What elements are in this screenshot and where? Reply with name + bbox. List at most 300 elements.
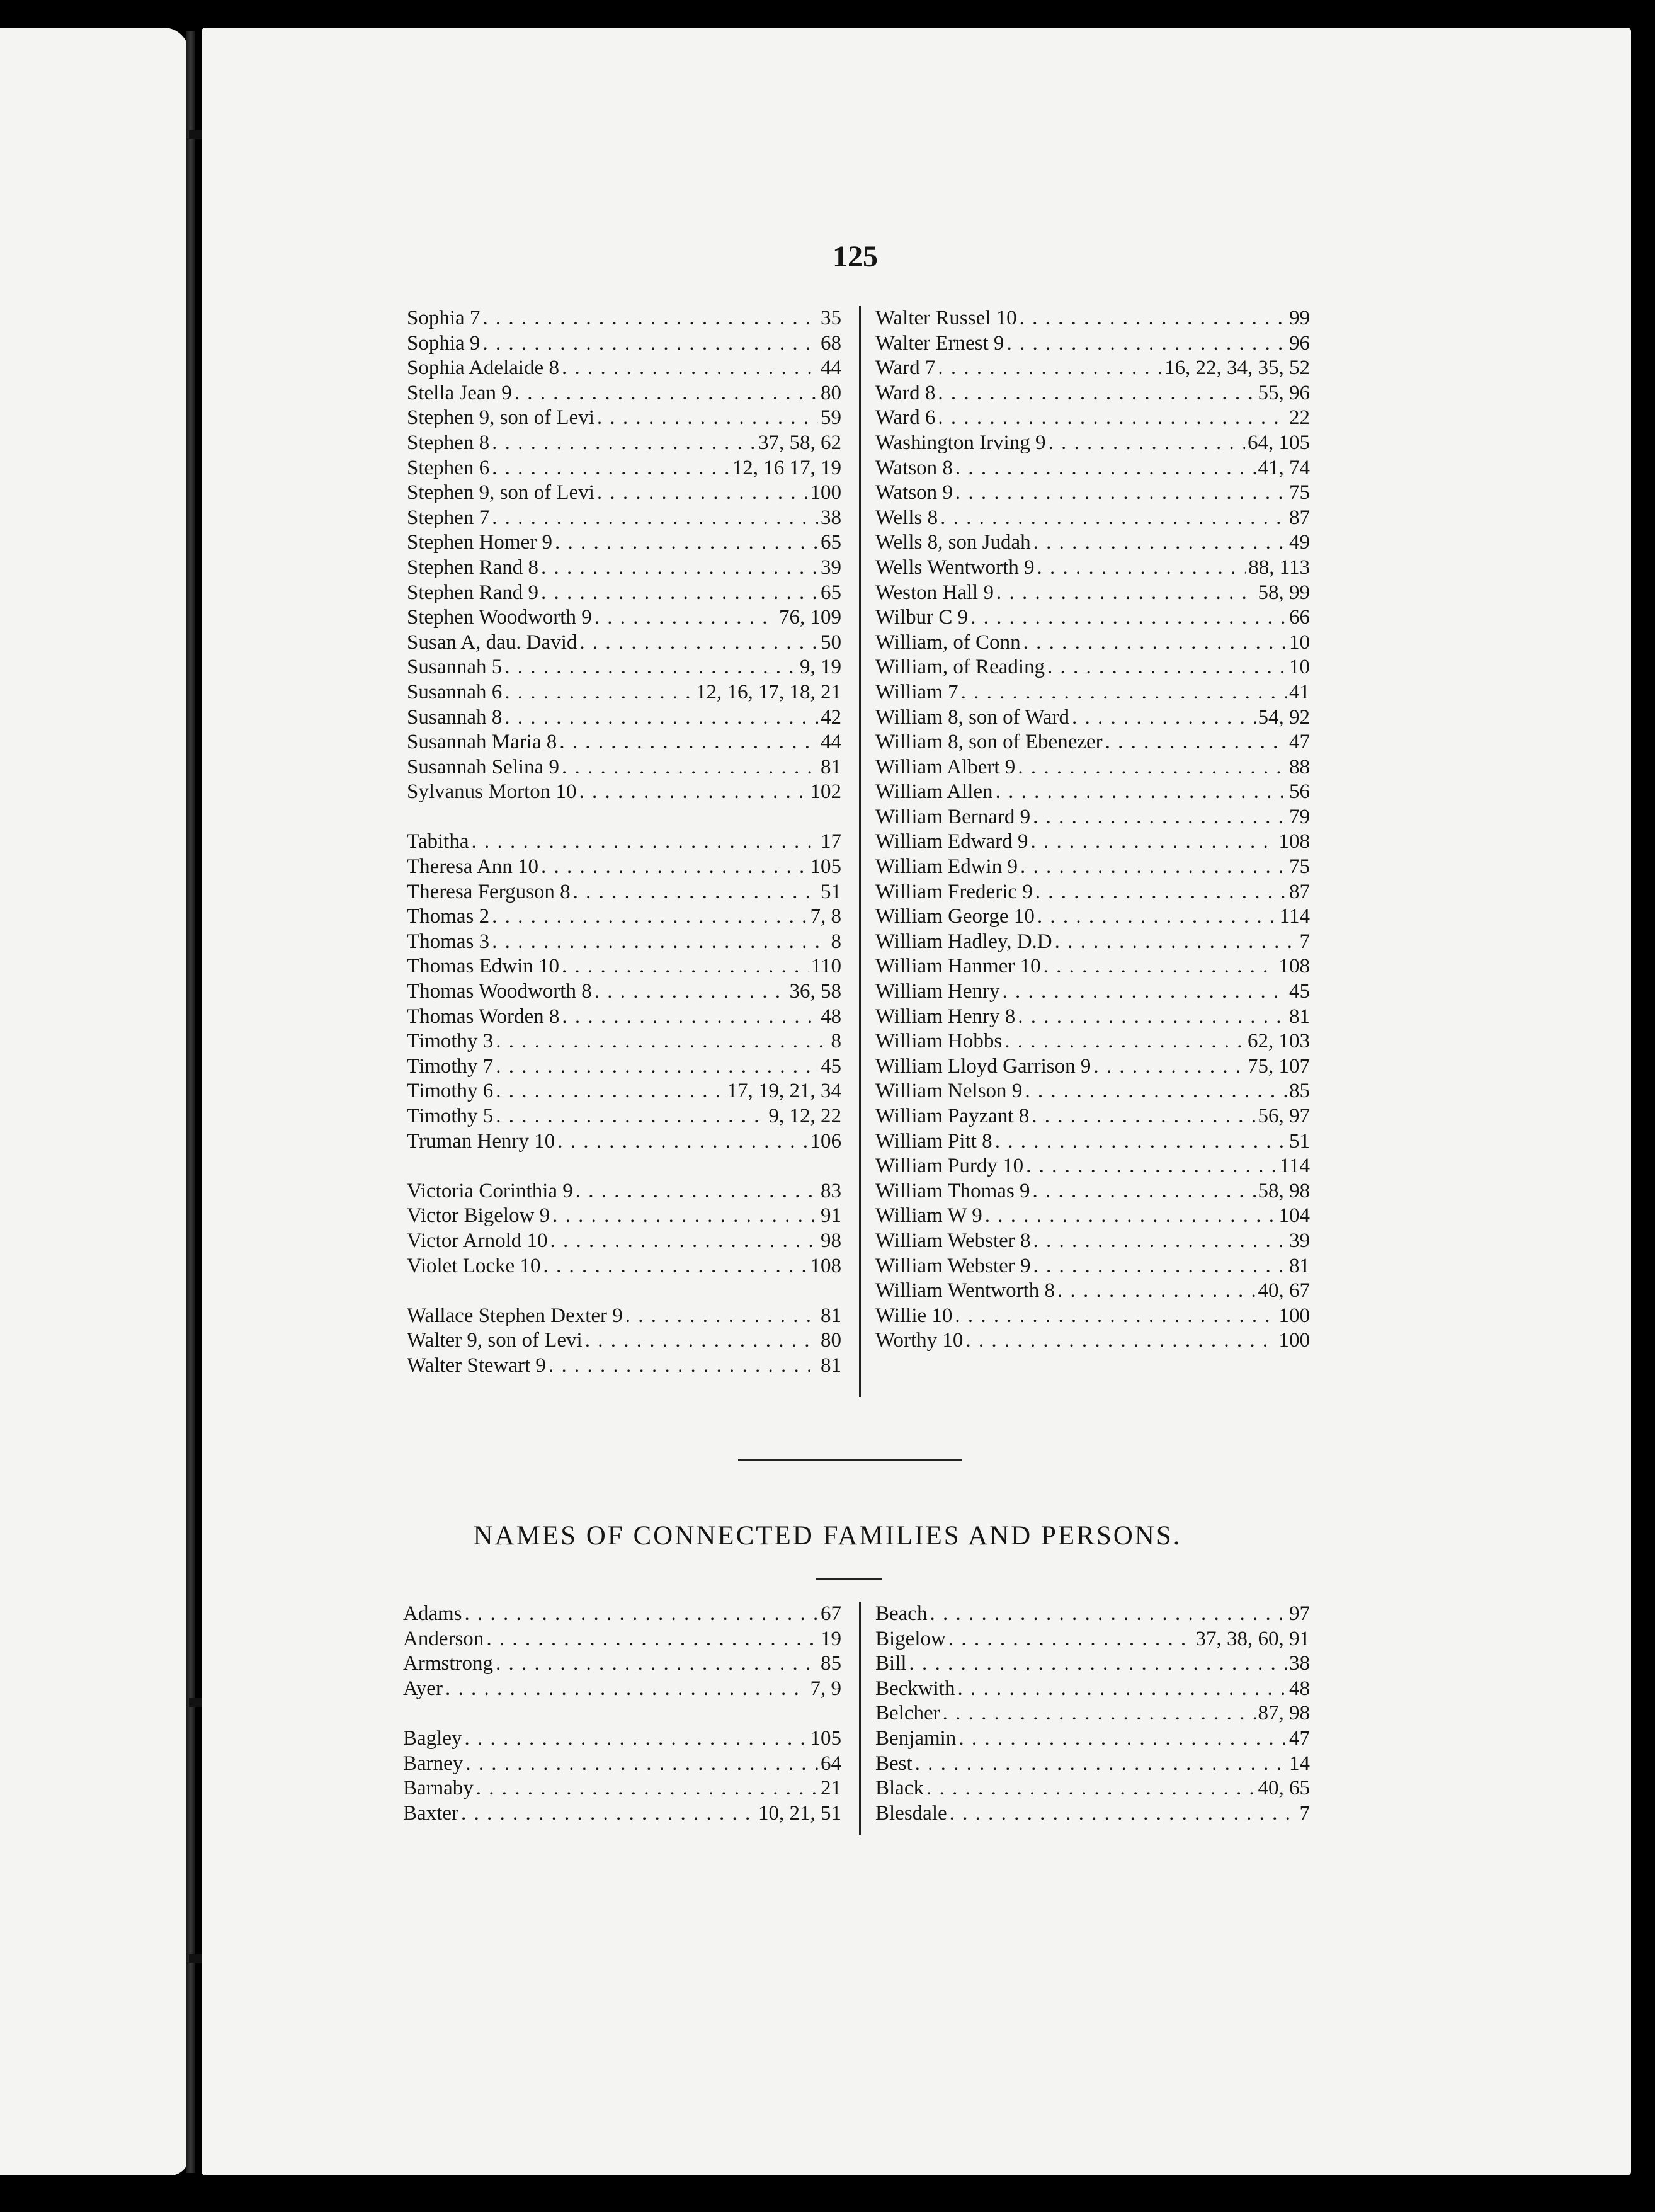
entry-pages: 68 — [821, 331, 841, 355]
entry-pages: 17, 19, 21, 34 — [727, 1080, 841, 1103]
entry-name: William Thomas 9 — [875, 1179, 1030, 1202]
entry-name: William Edwin 9 — [875, 855, 1018, 879]
entry-pages: 98 — [821, 1229, 841, 1252]
entry-name: William Henry — [875, 980, 1000, 1003]
index-entry — [407, 1179, 841, 1204]
index-entry — [875, 630, 1310, 656]
section-heading: NAMES OF CONNECTED FAMILIES AND PERSONS. — [473, 1521, 1182, 1551]
connected-right-column — [875, 1602, 1310, 1826]
index-entry — [875, 655, 1310, 680]
index-entry — [403, 1752, 841, 1777]
index-entry — [407, 830, 841, 855]
given-names-left-column — [407, 306, 841, 1379]
entry-name: Susannah 8 — [407, 705, 503, 729]
entry-pages: 50 — [821, 630, 841, 654]
entry-name: William Purdy 10 — [875, 1154, 1024, 1178]
dot-leader — [465, 1602, 819, 1627]
entry-name: Walter Stewart 9 — [407, 1354, 546, 1377]
entry-name: Thomas 3 — [407, 930, 490, 953]
index-entry — [403, 1726, 841, 1752]
entry-name: William Frederic 9 — [875, 880, 1033, 903]
entry-pages: 47 — [1289, 731, 1310, 754]
entry-name: Belcher — [875, 1702, 940, 1725]
entry-pages: 49 — [1289, 531, 1310, 554]
entry-pages: 110 — [810, 955, 841, 978]
entry-name: Thomas Woodworth 8 — [407, 980, 592, 1003]
entry-name: Ward 7 — [875, 356, 936, 380]
dot-leader — [948, 1627, 1193, 1652]
entry-name: Ayer — [403, 1677, 443, 1700]
index-entry — [403, 1602, 841, 1627]
index-entry — [875, 1677, 1310, 1702]
dot-leader — [496, 1651, 818, 1677]
entry-pages: 8 — [831, 1030, 841, 1053]
entry-name: Bill — [875, 1652, 907, 1675]
index-entry — [407, 506, 841, 531]
entry-pages: 108 — [810, 1254, 841, 1277]
entry-pages: 48 — [821, 1005, 841, 1028]
index-entry — [407, 431, 841, 456]
connected-left-column — [403, 1602, 841, 1826]
entry-pages: 96 — [1289, 331, 1310, 355]
dot-leader — [1026, 1154, 1277, 1179]
dot-leader — [597, 406, 818, 431]
entry-name: William, of Conn — [875, 630, 1021, 654]
dot-leader — [1003, 979, 1287, 1005]
index-entry — [875, 830, 1310, 855]
entry-name: Susannah Maria 8 — [407, 731, 557, 754]
entry-pages: 81 — [821, 755, 841, 778]
entry-pages: 48 — [1289, 1677, 1310, 1700]
entry-pages: 22 — [1289, 406, 1310, 430]
group-spacer — [407, 805, 841, 830]
index-entry — [407, 855, 841, 880]
index-entry — [875, 581, 1310, 606]
dot-leader — [996, 581, 1256, 606]
dot-leader — [557, 1129, 807, 1154]
index-entry — [875, 1179, 1310, 1204]
dot-leader — [995, 1129, 1287, 1154]
entry-pages: 100 — [1278, 1329, 1310, 1352]
dot-leader — [482, 306, 818, 331]
index-entry — [403, 1677, 841, 1702]
index-entry — [875, 1005, 1310, 1030]
entry-name: Victor Bigelow 9 — [407, 1204, 550, 1228]
group-spacer — [407, 1154, 841, 1179]
section-separator-rule — [738, 1459, 962, 1461]
index-entry — [875, 1701, 1310, 1726]
entry-pages: 91 — [821, 1204, 841, 1228]
index-entry — [403, 1776, 841, 1801]
index-entry — [875, 556, 1310, 581]
entry-name: William Payzant 8 — [875, 1105, 1030, 1127]
entry-pages: 83 — [821, 1179, 841, 1202]
index-entry — [407, 356, 841, 381]
index-entry — [407, 1079, 841, 1104]
dot-leader — [961, 680, 1287, 705]
index-entry — [875, 1726, 1310, 1752]
dot-leader — [576, 1179, 818, 1204]
index-entry — [875, 1627, 1310, 1652]
dot-leader — [1033, 530, 1287, 556]
entry-name: Timothy 5 — [407, 1105, 494, 1127]
dot-leader — [476, 1776, 818, 1801]
dot-leader — [445, 1677, 808, 1702]
dot-leader — [496, 1054, 818, 1080]
index-entry — [875, 1776, 1310, 1801]
entry-pages: 87 — [1289, 880, 1310, 903]
index-entry — [875, 1129, 1310, 1154]
dot-leader — [958, 1726, 1287, 1752]
entry-pages: 10 — [1289, 656, 1310, 679]
entry-name: Anderson — [403, 1627, 484, 1650]
entry-name: William Webster 8 — [875, 1229, 1031, 1252]
index-entry — [407, 581, 841, 606]
entry-name: William 8, son of Ebenezer — [875, 731, 1103, 754]
entry-name: Benjamin — [875, 1726, 957, 1750]
entry-name: Best — [875, 1752, 913, 1775]
entry-name: Stephen Rand 9 — [407, 581, 538, 604]
entry-name: William Wentworth 8 — [875, 1279, 1055, 1303]
dot-leader — [594, 605, 776, 630]
entry-name: Timothy 6 — [407, 1080, 494, 1103]
entry-pages: 97 — [1289, 1602, 1310, 1625]
entry-name: Stephen 9, son of Levi — [407, 481, 594, 505]
index-entry — [875, 530, 1310, 556]
dot-leader — [496, 1104, 766, 1129]
dot-leader — [1025, 1079, 1287, 1104]
entry-pages: 14 — [1289, 1752, 1310, 1775]
entry-name: Baxter — [403, 1801, 458, 1825]
column-divider — [859, 1602, 861, 1835]
entry-pages: 102 — [810, 780, 841, 804]
given-names-right-column — [875, 306, 1310, 1354]
dot-leader — [492, 904, 807, 930]
entry-name: Tabitha — [407, 830, 469, 853]
dot-leader — [486, 1627, 818, 1652]
entry-pages: 105 — [810, 1726, 841, 1750]
dot-leader — [1032, 1104, 1255, 1129]
dot-leader — [1044, 954, 1277, 979]
entry-name: Watson 9 — [875, 481, 953, 505]
dot-leader — [1037, 556, 1246, 581]
entry-pages: 64 — [821, 1752, 841, 1775]
entry-pages: 7 — [1299, 930, 1310, 953]
entry-name: Wells 8, son Judah — [875, 531, 1031, 554]
entry-name: William Hanmer 10 — [875, 955, 1041, 978]
index-entry — [407, 954, 841, 979]
dot-leader — [1072, 705, 1256, 731]
index-entry — [875, 979, 1310, 1005]
index-entry — [407, 556, 841, 581]
entry-pages: 21 — [821, 1777, 841, 1800]
group-spacer — [403, 1701, 841, 1726]
dot-leader — [1018, 755, 1287, 780]
entry-name: Worthy 10 — [875, 1329, 964, 1352]
entry-name: Barnaby — [403, 1777, 474, 1800]
entry-pages: 10, 21, 51 — [758, 1801, 841, 1825]
index-entry — [875, 1752, 1310, 1777]
page-number: 125 — [833, 240, 878, 273]
entry-pages: 38 — [821, 506, 841, 529]
column-divider — [859, 306, 861, 1397]
dot-leader — [957, 1677, 1287, 1702]
dot-leader — [573, 880, 818, 905]
entry-name: William Edward 9 — [875, 830, 1028, 853]
index-entry — [875, 1602, 1310, 1627]
entry-name: William Albert 9 — [875, 755, 1016, 778]
entry-pages: 41 — [1289, 680, 1310, 704]
index-entry — [407, 1104, 841, 1129]
index-entry — [407, 530, 841, 556]
entry-pages: 36, 58 — [789, 980, 841, 1003]
entry-pages: 79 — [1289, 805, 1310, 828]
dot-leader — [1033, 1179, 1256, 1204]
index-entry — [875, 954, 1310, 979]
index-entry — [407, 930, 841, 955]
entry-name: William W 9 — [875, 1204, 982, 1228]
entry-pages: 105 — [810, 855, 841, 879]
index-entry — [875, 930, 1310, 955]
index-entry — [875, 1254, 1310, 1279]
dot-leader — [562, 356, 818, 381]
entry-pages: 35 — [821, 307, 841, 329]
entry-pages: 47 — [1289, 1726, 1310, 1750]
entry-pages: 114 — [1279, 1154, 1310, 1178]
entry-pages: 9, 19 — [800, 656, 841, 679]
entry-pages: 80 — [821, 381, 841, 404]
index-entry — [875, 730, 1310, 755]
entry-name: Theresa Ferguson 8 — [407, 880, 571, 903]
dot-leader — [492, 930, 828, 955]
dot-leader — [543, 1254, 807, 1279]
entry-name: Weston Hall 9 — [875, 581, 994, 604]
index-entry — [407, 1029, 841, 1054]
index-entry — [875, 1079, 1310, 1104]
dot-leader — [552, 1204, 818, 1229]
entry-name: William Hobbs — [875, 1030, 1003, 1053]
entry-pages: 55, 96 — [1258, 381, 1310, 404]
entry-pages: 40, 65 — [1258, 1777, 1310, 1800]
dot-leader — [585, 1328, 818, 1354]
entry-pages: 88 — [1289, 755, 1310, 778]
entry-name: Blesdale — [875, 1801, 947, 1825]
index-entry — [875, 1054, 1310, 1080]
index-entry — [403, 1627, 841, 1652]
dot-leader — [955, 1304, 1276, 1329]
dot-leader — [938, 356, 1162, 381]
entry-name: Stephen 7 — [407, 506, 490, 529]
dot-leader — [504, 705, 818, 731]
dot-leader — [492, 456, 730, 481]
dot-leader — [1035, 880, 1287, 905]
entry-pages: 75 — [1289, 855, 1310, 879]
entry-pages: 75, 107 — [1248, 1054, 1310, 1078]
entry-pages: 42 — [821, 705, 841, 729]
entry-pages: 19 — [821, 1627, 841, 1650]
dot-leader — [1057, 1279, 1255, 1304]
index-entry — [407, 306, 841, 331]
group-spacer — [407, 1279, 841, 1304]
dot-leader — [1020, 855, 1287, 880]
dot-leader — [597, 481, 808, 506]
index-entry — [407, 655, 841, 680]
dot-leader — [465, 1752, 818, 1777]
dot-leader — [504, 655, 797, 680]
index-entry — [875, 1104, 1310, 1129]
entry-pages: 12, 16, 17, 18, 21 — [696, 680, 841, 704]
index-entry — [407, 331, 841, 356]
dot-leader — [1004, 1029, 1245, 1054]
index-entry — [407, 904, 841, 930]
entry-pages: 88, 113 — [1248, 556, 1310, 579]
dot-leader — [965, 1328, 1276, 1354]
entry-pages: 44 — [821, 731, 841, 754]
index-entry — [875, 755, 1310, 780]
entry-pages: 45 — [1289, 980, 1310, 1003]
entry-name: Beach — [875, 1602, 928, 1625]
index-entry — [875, 431, 1310, 456]
entry-pages: 87, 98 — [1258, 1702, 1310, 1725]
entry-name: Susannah 5 — [407, 656, 503, 679]
dot-leader — [985, 1204, 1277, 1229]
entry-pages: 106 — [810, 1129, 841, 1153]
dot-leader — [492, 506, 818, 531]
entry-name: Timothy 3 — [407, 1030, 494, 1053]
dot-leader — [515, 381, 818, 406]
dot-leader — [1006, 331, 1287, 356]
entry-name: Watson 8 — [875, 456, 953, 479]
index-entry — [407, 605, 841, 630]
entry-pages: 65 — [821, 581, 841, 604]
entry-name: Sophia 9 — [407, 331, 481, 355]
dot-leader — [1037, 904, 1277, 930]
entry-name: Wells Wentworth 9 — [875, 556, 1035, 579]
entry-name: Walter Ernest 9 — [875, 331, 1004, 355]
entry-pages: 64, 105 — [1248, 431, 1310, 454]
entry-pages: 99 — [1289, 307, 1310, 329]
entry-name: Stella Jean 9 — [407, 381, 512, 404]
entry-pages: 39 — [821, 556, 841, 579]
entry-pages: 108 — [1278, 830, 1310, 853]
index-entry — [875, 506, 1310, 531]
index-entry — [875, 805, 1310, 830]
heading-underline — [816, 1578, 882, 1580]
entry-pages: 62, 103 — [1248, 1030, 1310, 1053]
index-entry — [407, 880, 841, 905]
dot-leader — [1020, 306, 1287, 331]
entry-name: Susannah 6 — [407, 680, 503, 704]
entry-pages: 58, 98 — [1258, 1179, 1310, 1202]
index-entry — [875, 680, 1310, 705]
entry-name: Stephen Rand 8 — [407, 556, 538, 579]
entry-pages: 37, 58, 62 — [758, 431, 841, 454]
dot-leader — [594, 979, 787, 1005]
entry-pages: 66 — [1289, 606, 1310, 629]
entry-pages: 81 — [821, 1354, 841, 1377]
entry-pages: 54, 92 — [1258, 705, 1310, 729]
entry-name: Sylvanus Morton 10 — [407, 780, 577, 804]
entry-pages: 114 — [1279, 905, 1310, 928]
dot-leader — [579, 780, 808, 805]
entry-name: Wilbur C 9 — [875, 606, 969, 629]
entry-pages: 38 — [1289, 1652, 1310, 1675]
dot-leader — [1048, 431, 1245, 456]
entry-name: Armstrong — [403, 1652, 493, 1675]
entry-name: Thomas Worden 8 — [407, 1005, 560, 1028]
dot-leader — [909, 1651, 1287, 1677]
dot-leader — [996, 780, 1287, 805]
index-entry — [407, 1054, 841, 1080]
dot-leader — [943, 1701, 1256, 1726]
dot-leader — [1030, 830, 1276, 855]
index-entry — [407, 1304, 841, 1329]
entry-name: Theresa Ann 10 — [407, 855, 538, 879]
dot-leader — [550, 1229, 819, 1254]
dot-leader — [940, 506, 1287, 531]
entry-pages: 8 — [831, 930, 841, 953]
index-entry — [875, 904, 1310, 930]
entry-name: Sophia Adelaide 8 — [407, 356, 559, 380]
entry-name: Thomas 2 — [407, 905, 490, 928]
entry-name: Walter 9, son of Levi — [407, 1329, 583, 1352]
entry-pages: 37, 38, 60, 91 — [1195, 1627, 1310, 1650]
index-entry — [407, 979, 841, 1005]
index-entry — [407, 406, 841, 431]
entry-name: Wells 8 — [875, 506, 938, 529]
dot-leader — [938, 406, 1287, 431]
entry-pages: 51 — [821, 880, 841, 903]
entry-pages: 40, 67 — [1258, 1279, 1310, 1303]
entry-name: William 8, son of Ward — [875, 705, 1069, 729]
dot-leader — [504, 680, 693, 705]
entry-pages: 39 — [1289, 1229, 1310, 1252]
dot-leader — [625, 1304, 818, 1329]
index-entry — [875, 1154, 1310, 1179]
dot-leader — [1033, 1254, 1287, 1279]
dot-leader — [461, 1801, 756, 1827]
entry-name: William Pitt 8 — [875, 1129, 992, 1153]
index-entry — [407, 456, 841, 481]
dot-leader — [1018, 1005, 1287, 1030]
entry-name: William George 10 — [875, 905, 1035, 928]
entry-name: William Nelson 9 — [875, 1080, 1023, 1103]
dot-leader — [496, 1029, 828, 1054]
entry-pages: 7 — [1299, 1801, 1310, 1825]
entry-pages: 17 — [821, 830, 841, 853]
entry-name: Bigelow — [875, 1627, 946, 1650]
entry-name: Black — [875, 1777, 924, 1800]
dot-leader — [930, 1602, 1287, 1627]
dot-leader — [541, 556, 818, 581]
dot-leader — [562, 1005, 818, 1030]
dot-leader — [579, 630, 818, 656]
index-entry — [407, 1328, 841, 1354]
entry-pages: 87 — [1289, 506, 1310, 529]
dot-leader — [482, 331, 818, 356]
dot-leader — [464, 1726, 807, 1752]
dot-leader — [562, 755, 818, 780]
index-entry — [875, 481, 1310, 506]
entry-pages: 7, 8 — [810, 905, 841, 928]
index-entry — [875, 1651, 1310, 1677]
entry-name: Stephen Homer 9 — [407, 531, 552, 554]
entry-pages: 7, 9 — [810, 1677, 841, 1700]
index-entry — [407, 730, 841, 755]
index-entry — [407, 630, 841, 656]
dot-leader — [1047, 655, 1287, 680]
entry-name: William, of Reading — [875, 656, 1045, 679]
